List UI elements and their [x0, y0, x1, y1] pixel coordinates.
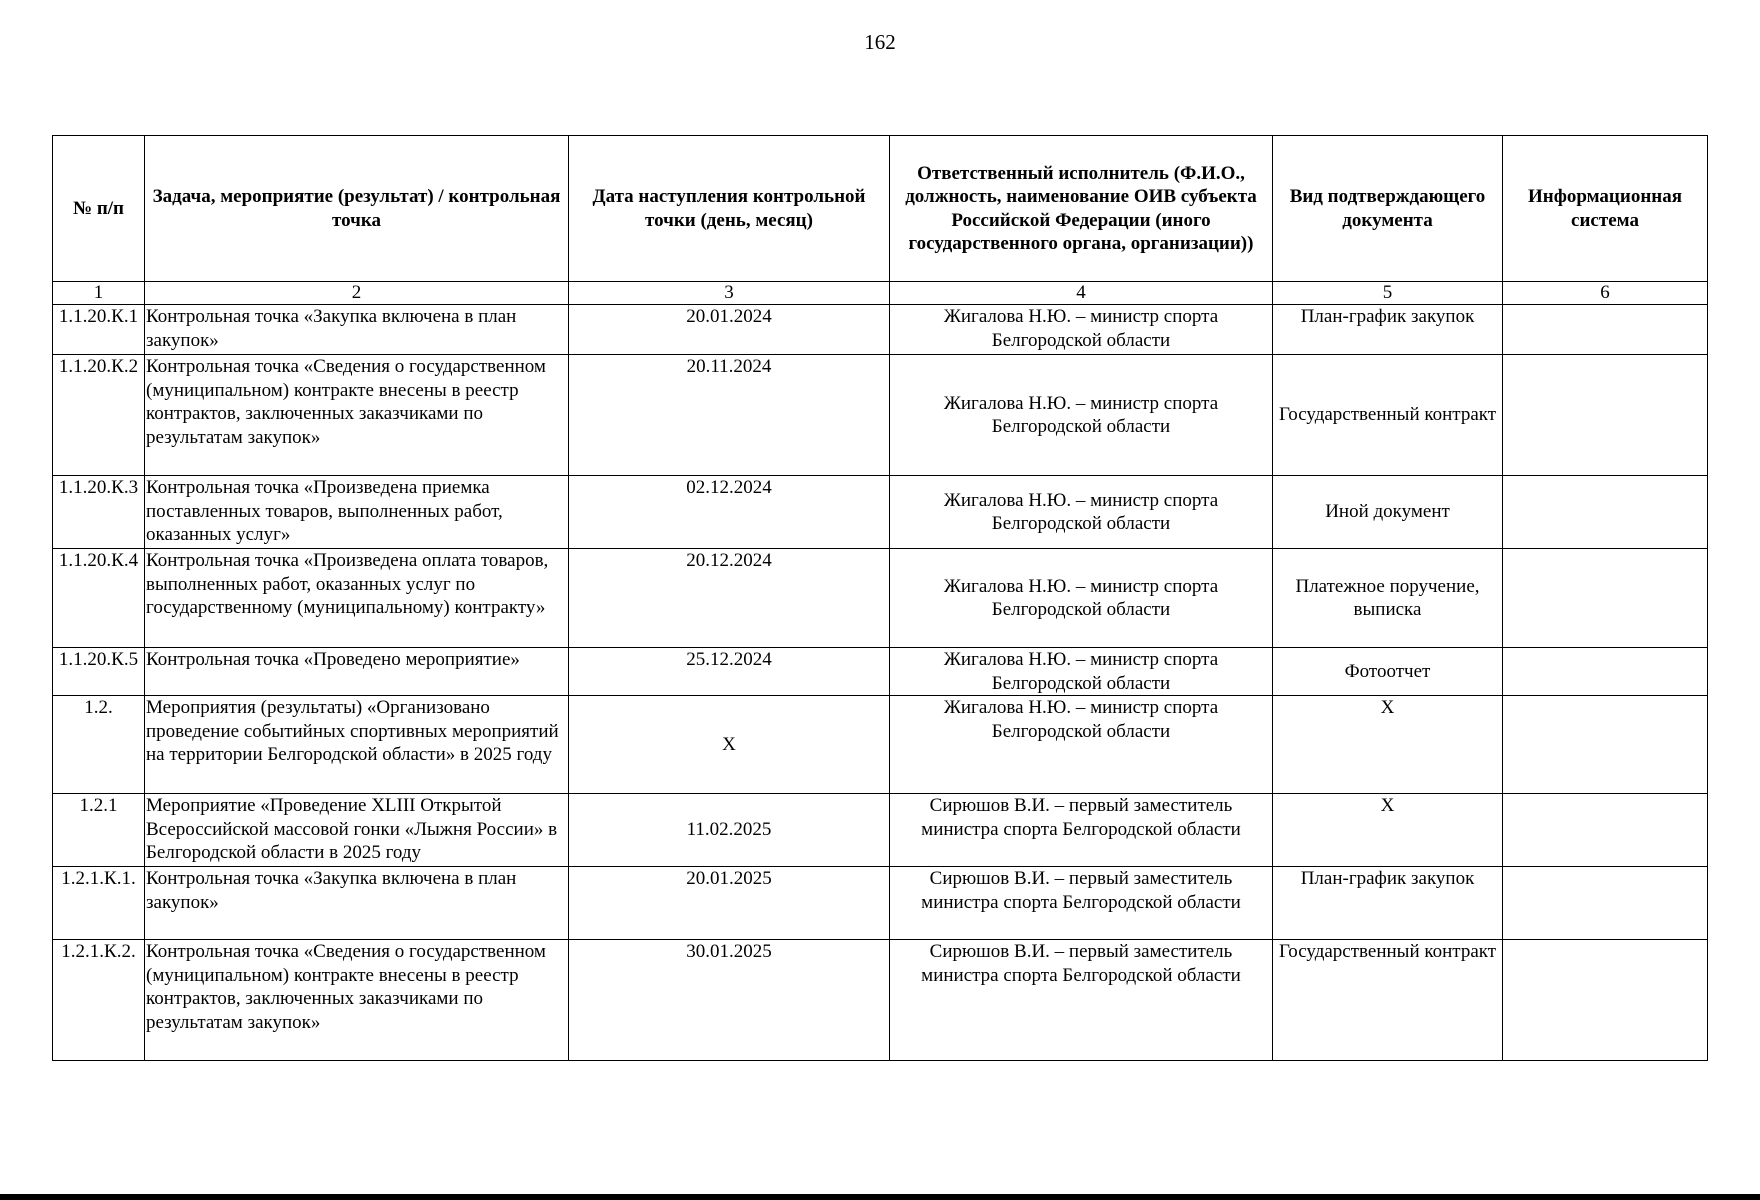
table-row — [53, 940, 1708, 1061]
row-responsible: Сирюшов В.И. – первый заместитель министра спорта Белгородской области — [890, 940, 1273, 1061]
table-row — [53, 696, 1708, 794]
row-system — [1503, 867, 1708, 940]
row-number: 1.2.1 — [53, 794, 145, 867]
header-task: Задача, мероприятие (результат) / контрольная точка — [145, 136, 569, 282]
row-document: План-график закупок — [1273, 867, 1503, 940]
row-document: План-график закупок — [1273, 305, 1503, 355]
row-responsible: Жигалова Н.Ю. – министр спорта Белгородской области — [890, 305, 1273, 355]
header-system: Информационная система — [1503, 136, 1708, 282]
row-document: Х — [1273, 794, 1503, 867]
row-document: Платежное поручение, выписка — [1273, 549, 1503, 648]
row-responsible: Жигалова Н.Ю. – министр спорта Белгородской области — [890, 355, 1273, 476]
table-header-row — [53, 136, 1708, 282]
row-number: 1.1.20.К.2 — [53, 355, 145, 476]
header-date: Дата наступления контрольной точки (день, месяц) — [569, 136, 890, 282]
row-system — [1503, 476, 1708, 549]
row-document: Фотоотчет — [1273, 648, 1503, 696]
row-system — [1503, 355, 1708, 476]
row-number: 1.1.20.К.4 — [53, 549, 145, 648]
row-responsible: Сирюшов В.И. – первый заместитель министра спорта Белгородской области — [890, 794, 1273, 867]
row-system — [1503, 648, 1708, 696]
row-date: 11.02.2025 — [569, 794, 890, 867]
row-task: Контрольная точка «Произведена приемка поставленных товаров, выполненных работ, оказанных услуг» — [145, 476, 569, 549]
table-row — [53, 794, 1708, 867]
row-number: 1.2.1.К.1. — [53, 867, 145, 940]
row-task: Контрольная точка «Закупка включена в план закупок» — [145, 305, 569, 355]
column-number: 3 — [569, 282, 890, 305]
row-date: 20.01.2024 — [569, 305, 890, 355]
row-task: Контрольная точка «Произведена оплата товаров, выполненных работ, оказанных услуг по государственному (муниципальному) контракту» — [145, 549, 569, 648]
row-document: Государственный контракт — [1273, 940, 1503, 1061]
row-date: 02.12.2024 — [569, 476, 890, 549]
row-date: 20.12.2024 — [569, 549, 890, 648]
column-number: 2 — [145, 282, 569, 305]
table-row — [53, 648, 1708, 696]
table-row — [53, 867, 1708, 940]
row-responsible: Жигалова Н.Ю. – министр спорта Белгородской области — [890, 648, 1273, 696]
control-points-table — [52, 135, 1708, 1061]
row-date: 25.12.2024 — [569, 648, 890, 696]
row-number: 1.1.20.К.3 — [53, 476, 145, 549]
row-task: Мероприятие «Проведение XLIII Открытой Всероссийской массовой гонки «Лыжня России» в Белгородской области в 2025 году — [145, 794, 569, 867]
row-date: 30.01.2025 — [569, 940, 890, 1061]
row-responsible: Жигалова Н.Ю. – министр спорта Белгородской области — [890, 696, 1273, 794]
row-document: Государственный контракт — [1273, 355, 1503, 476]
row-date: 20.11.2024 — [569, 355, 890, 476]
column-number: 6 — [1503, 282, 1708, 305]
column-number-row — [53, 282, 1708, 305]
page-number: 162 — [864, 30, 896, 54]
page-bottom-border — [0, 1194, 1760, 1200]
row-system — [1503, 549, 1708, 648]
row-task: Мероприятия (результаты) «Организовано проведение событийных спортивных мероприятий на территории Белгородской области» в 2025 году — [145, 696, 569, 794]
table-row — [53, 549, 1708, 648]
row-system — [1503, 794, 1708, 867]
row-task: Контрольная точка «Сведения о государственном (муниципальном) контракте внесены в реестр контрактов, заключенных заказчиками по результатам закупок» — [145, 940, 569, 1061]
header-responsible: Ответственный исполнитель (Ф.И.О., должность, наименование ОИВ субъекта Российской Федерации (иного государственного органа, организации)) — [890, 136, 1273, 282]
row-responsible: Жигалова Н.Ю. – министр спорта Белгородской области — [890, 549, 1273, 648]
row-task: Контрольная точка «Закупка включена в план закупок» — [145, 867, 569, 940]
row-responsible: Сирюшов В.И. – первый заместитель министра спорта Белгородской области — [890, 867, 1273, 940]
row-task: Контрольная точка «Проведено мероприятие» — [145, 648, 569, 696]
header-document: Вид подтверждающего документа — [1273, 136, 1503, 282]
row-system — [1503, 696, 1708, 794]
row-number: 1.2.1.К.2. — [53, 940, 145, 1061]
table-row — [53, 305, 1708, 355]
row-number: 1.1.20.К.5 — [53, 648, 145, 696]
column-number: 5 — [1273, 282, 1503, 305]
row-document: Х — [1273, 696, 1503, 794]
row-system — [1503, 940, 1708, 1061]
row-responsible: Жигалова Н.Ю. – министр спорта Белгородской области — [890, 476, 1273, 549]
row-document: Иной документ — [1273, 476, 1503, 549]
row-number: 1.2. — [53, 696, 145, 794]
row-date: Х — [569, 696, 890, 794]
table-row — [53, 476, 1708, 549]
column-number: 4 — [890, 282, 1273, 305]
header-number: № п/п — [53, 136, 145, 282]
table-row — [53, 355, 1708, 476]
column-number: 1 — [53, 282, 145, 305]
row-number: 1.1.20.К.1 — [53, 305, 145, 355]
row-system — [1503, 305, 1708, 355]
row-date: 20.01.2025 — [569, 867, 890, 940]
row-task: Контрольная точка «Сведения о государственном (муниципальном) контракте внесены в реестр контрактов, заключенных заказчиками по результатам закупок» — [145, 355, 569, 476]
